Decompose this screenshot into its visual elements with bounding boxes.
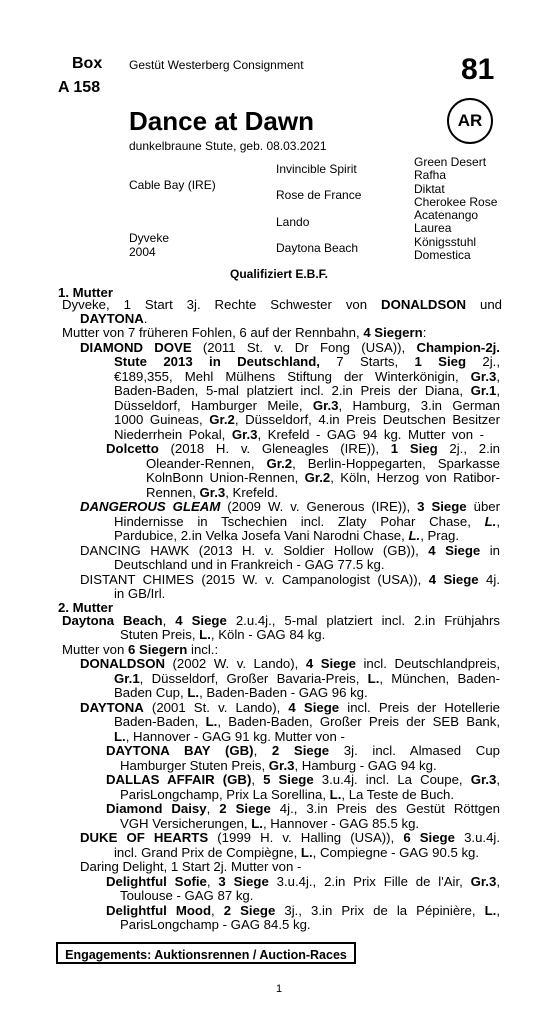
text-run: L.	[251, 816, 263, 831]
text-run: (2018 H. v. Gleneagles (IRE)),	[158, 442, 391, 456]
text-run: Dolcetto	[106, 442, 159, 456]
text-run: ,	[496, 773, 500, 787]
text-run: .	[143, 311, 148, 326]
text-run: L.	[114, 729, 126, 744]
text-run: 2.u.4j., 5-mal platziert incl. 2.in Frühjahrs	[226, 614, 500, 628]
pedigree-gen3-7: Königsstuhl	[414, 235, 477, 249]
text-run: DONALDSON	[80, 657, 165, 671]
text-run: €189,355, Mehl Mülhens Stiftung der Winterkönigin,	[114, 370, 471, 384]
text-run: , Düsseldorf, Großer Bavaria-Preis,	[139, 672, 368, 686]
text-run: 4j.	[478, 573, 500, 587]
text-run: ,	[496, 370, 500, 384]
text-run: KolnBonn Union-Rennen,	[146, 471, 305, 485]
text-run: DANCING HAWK (2013 H. v. Soldier Hollow (GB)),	[80, 544, 429, 558]
text-line	[80, 500, 500, 515]
text-run: Delightful Sofie	[106, 875, 207, 889]
text-line	[106, 773, 500, 788]
text-run: Champion-2j.	[416, 341, 500, 355]
pedigree-gen3-2: Rafha	[414, 168, 447, 182]
pedigree-gen3-6: Laurea	[414, 221, 452, 235]
text-run: L.	[199, 627, 211, 642]
pedigree-gen3-3: Diktat	[414, 182, 445, 196]
text-run: :	[422, 325, 427, 340]
text-run: , Baden-Baden, Großer Preis der SEB Bank,	[217, 715, 500, 729]
text-run: 4 Siege	[175, 614, 227, 628]
text-run: Gr.2	[304, 471, 331, 485]
text-line	[120, 759, 437, 774]
text-run: Mutter von 7 früheren Fohlen, 6 auf der Rennbahn,	[62, 325, 364, 340]
pedigree-sire: Cable Bay (IRE)	[129, 178, 216, 192]
text-run: Gr.3	[268, 758, 295, 773]
text-run: Rennen,	[146, 485, 200, 500]
pedigree-gen2-4: Daytona Beach	[276, 241, 359, 255]
text-line	[114, 384, 500, 399]
text-run: Hamburger Stuten Preis,	[120, 758, 269, 773]
text-run: , Prag.	[420, 528, 460, 543]
text-run: Mutter von	[62, 642, 128, 657]
text-run: DONALDSON	[381, 298, 467, 312]
text-run: , Hamburg - GAG 94 kg.	[294, 758, 437, 773]
text-line	[114, 413, 500, 428]
text-run: , Köln, Herzog von Ratibor-	[330, 471, 500, 485]
text-run: , München, Baden-	[379, 672, 500, 686]
text-run: 4j., 3.in Preis des Gestüt Röttgen	[270, 802, 500, 816]
text-line	[80, 701, 500, 716]
text-run: L.	[205, 715, 218, 729]
text-run: 3.u.4j. incl. La Coupe,	[313, 773, 471, 787]
text-run: Dyveke, 1 Start 3j. Rechte Schwester von	[62, 298, 382, 312]
text-run: 1 Sieg	[414, 355, 467, 369]
text-line	[120, 889, 253, 904]
text-line	[114, 730, 345, 745]
text-run: 4 Siege	[428, 573, 479, 587]
lot-number: 81	[461, 53, 495, 86]
pedigree-gen3-8: Domestica	[414, 248, 471, 262]
consignor: Gestüt Westerberg Consignment	[129, 58, 304, 72]
text-run: , Krefeld - GAG 94 kg. Mutter von -	[257, 428, 484, 442]
text-line	[80, 860, 301, 875]
text-run: Gr.1	[114, 672, 140, 686]
text-run: , Hannover - GAG 85.5 kg.	[262, 816, 420, 831]
text-line	[120, 918, 311, 933]
text-run: in	[480, 544, 500, 558]
text-run: , Hamburg, 3.in German	[338, 399, 500, 413]
text-line	[120, 628, 325, 643]
text-run: , Köln - GAG 84 kg.	[210, 627, 326, 642]
text-run: DAYTONA	[80, 701, 144, 715]
text-run: L.	[367, 672, 380, 686]
text-run: , Baden-Baden - GAG 96 kg.	[199, 685, 368, 700]
text-run: ParisLongchamp - GAG 84.5 kg.	[120, 917, 311, 932]
text-run: 3j., 3.in Prix de la Pépinière,	[275, 904, 485, 918]
text-run: Stuten Preis,	[120, 627, 200, 642]
text-line	[106, 744, 500, 759]
text-run: , Berlin-Hoppegarten, Sparkasse	[292, 457, 500, 471]
text-run: L.	[187, 685, 200, 700]
text-run: 4 Siege	[428, 544, 481, 558]
text-run: 1 Sieg	[390, 442, 438, 456]
text-line	[80, 831, 500, 846]
text-run: über	[466, 500, 500, 514]
text-run: 6 Siege	[403, 831, 455, 845]
text-run: DIAMOND DOVE	[80, 341, 192, 355]
text-line	[120, 817, 419, 832]
text-run: Gr.3	[470, 370, 497, 384]
text-run: Gr.3	[470, 773, 497, 787]
text-run: Toulouse - GAG 87 kg.	[120, 888, 254, 903]
text-run: Pardubice, 2.in Velka Josefa Vani Narodni Chase,	[114, 528, 409, 543]
text-run: ,	[496, 515, 500, 529]
text-run: VGH Versicherungen,	[120, 816, 252, 831]
text-run: ,	[496, 904, 500, 918]
box-label: Box	[72, 55, 103, 72]
text-run: Oleander-Rennen,	[146, 457, 267, 471]
text-run: Gr.2	[209, 413, 235, 427]
text-run: L.	[408, 528, 421, 543]
text-run: DISTANT CHIMES (2015 W. v. Campanologist (USA)),	[80, 573, 429, 587]
text-run: Baden-Baden, 5-mal platziert incl. 2.in Preis der Diana,	[114, 384, 471, 398]
text-run: , Düsseldorf, 4.in Preis Deutschen Besitzer	[234, 413, 500, 427]
text-line	[62, 643, 218, 658]
text-line	[114, 558, 384, 573]
text-run: 2 Siege	[223, 904, 276, 918]
text-run: ,	[496, 875, 500, 889]
text-run: L.	[329, 787, 342, 802]
text-line	[114, 399, 500, 414]
text-line	[106, 442, 500, 457]
text-line	[114, 587, 165, 602]
text-run: Diamond Daisy	[106, 802, 207, 816]
text-run: , Compiegne - GAG 90.5 kg.	[312, 845, 480, 860]
text-run: Gr.3	[312, 399, 339, 413]
text-run: incl.:	[187, 642, 219, 657]
engagements-box: Engagements: Auktionsrennen / Auction-Races	[56, 942, 356, 964]
text-run: , La Teste de Buch.	[341, 787, 455, 802]
text-run: 1000 Guineas,	[114, 413, 210, 427]
text-run: ,	[211, 904, 224, 918]
text-run: 5 Siege	[263, 773, 314, 787]
text-line	[120, 788, 454, 803]
ar-badge: AR	[447, 98, 493, 144]
text-run: DANGEROUS GLEAM	[80, 500, 221, 514]
text-run: ,	[496, 384, 500, 398]
text-line	[62, 326, 426, 341]
pedigree-gen3-5: Acatenango	[414, 208, 479, 222]
text-run: 3 Siege	[218, 875, 269, 889]
text-run: Daring Delight, 1 Start 2j. Mutter von -	[80, 859, 302, 874]
horse-description: dunkelbraune Stute, geb. 08.03.2021	[129, 139, 327, 153]
text-line	[80, 657, 500, 672]
text-run: Stute 2013 in Deutschland,	[114, 355, 320, 369]
text-run: DAYTONA	[80, 311, 144, 326]
text-run: 7 Starts,	[319, 355, 415, 369]
text-run: ParisLongchamp, Prix La Sorellina,	[120, 787, 330, 802]
text-run: ,	[162, 614, 176, 628]
pedigree-gen3-4: Cherokee Rose	[414, 195, 498, 209]
text-run: 4 Siege	[288, 701, 340, 715]
text-run: ,	[206, 802, 220, 816]
text-run: 2j., 2.in	[437, 442, 500, 456]
text-run: (1999 H. v. Halling (USA)),	[208, 831, 404, 845]
text-run: Baden-Baden,	[114, 715, 206, 729]
text-run: Delightful Mood	[106, 904, 212, 918]
text-line	[146, 471, 500, 486]
second-dam-heading: 2. Mutter	[58, 600, 113, 615]
text-run: in GB/Irl.	[114, 586, 166, 601]
text-run: Niederrhein Pokal,	[114, 428, 232, 442]
pedigree-gen2-1: Invincible Spirit	[276, 162, 357, 176]
text-run: 6 Siegern	[127, 642, 188, 657]
text-run: 3.u.4j.	[454, 831, 500, 845]
text-run: Daytona Beach	[62, 614, 163, 628]
box-number: A 158	[58, 79, 101, 96]
text-run: (2011 St. v. Dr Fong (USA)),	[191, 341, 417, 355]
text-run: Hindernisse in Tschechien incl. Zlaty Pohar Chase,	[114, 515, 485, 529]
text-line	[114, 428, 484, 443]
text-line	[146, 457, 500, 472]
text-run: Gr.1	[470, 384, 497, 398]
text-run: 2 Siege	[271, 744, 330, 758]
qualification: Qualifiziert E.B.F.	[229, 267, 328, 281]
text-run: (2001 St. v. Lando),	[143, 701, 289, 715]
text-run: ,	[251, 773, 264, 787]
text-run: L.	[300, 845, 313, 860]
text-line	[114, 355, 500, 370]
text-run: Gr.3	[231, 428, 258, 442]
text-run: 3j. incl. Almased Cup	[329, 744, 500, 758]
text-run: 3 Siege	[417, 500, 467, 514]
text-run: L.	[484, 515, 497, 529]
text-line	[114, 370, 500, 385]
text-line	[114, 686, 368, 701]
text-line	[80, 341, 500, 356]
text-run: 4 Siege	[305, 657, 356, 671]
text-line	[106, 802, 500, 817]
text-run: Gr.3	[470, 875, 497, 889]
text-run: Gr.2	[266, 457, 293, 471]
pedigree-dam-year: 2004	[129, 245, 156, 259]
text-run: incl. Deutschlandpreis,	[355, 657, 500, 671]
text-run: ,	[253, 744, 272, 758]
text-line	[146, 486, 278, 501]
pedigree-gen2-3: Lando	[276, 215, 310, 229]
text-run: , Krefeld.	[225, 485, 278, 500]
text-run: 3.u.4j., 2.in Prix Fille de l'Air,	[268, 875, 471, 889]
pedigree-gen2-2: Rose de France	[276, 188, 362, 202]
text-line	[114, 715, 500, 730]
text-run: 2j.,	[466, 355, 500, 369]
text-run: incl. Preis der Hotellerie	[339, 701, 500, 715]
pedigree-gen3-1: Green Desert	[414, 155, 487, 169]
text-run: Düsseldorf, Hamburger Meile,	[114, 399, 313, 413]
first-dam-heading: 1. Mutter	[58, 285, 113, 300]
text-run: Baden Cup,	[114, 685, 188, 700]
text-run: DAYTONA BAY (GB)	[106, 744, 254, 758]
text-line	[114, 529, 459, 544]
text-run: 4 Siegern	[363, 325, 423, 340]
text-run: Gr.3	[199, 485, 226, 500]
text-run: und	[466, 298, 502, 312]
horse-name: Dance at Dawn	[129, 106, 314, 136]
text-run: DALLAS AFFAIR (GB)	[106, 773, 252, 787]
text-run: (2002 W. v. Lando),	[165, 657, 306, 671]
text-run: DUKE OF HEARTS	[80, 831, 209, 845]
text-run: incl. Grand Prix de Compiègne,	[114, 845, 301, 860]
text-run: ,	[206, 875, 219, 889]
pedigree-dam: Dyveke	[129, 231, 170, 245]
page-number: 1	[275, 983, 283, 995]
text-run: Deutschland und in Frankreich - GAG 77.5 kg.	[114, 557, 385, 572]
text-run: L.	[484, 904, 497, 918]
text-run: (2009 W. v. Generous (IRE)),	[220, 500, 418, 514]
text-run: 2 Siege	[219, 802, 271, 816]
text-run: , Hannover - GAG 91 kg. Mutter von -	[125, 729, 345, 744]
